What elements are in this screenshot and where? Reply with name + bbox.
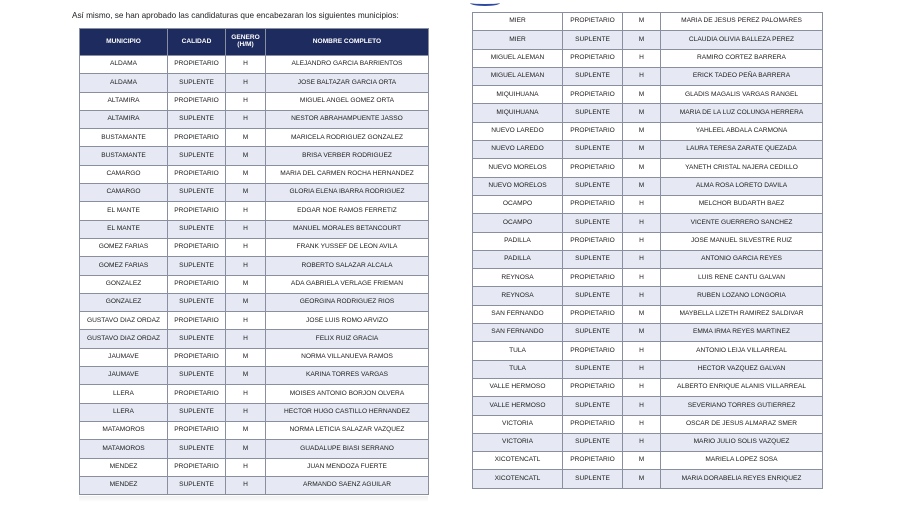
- cell-municipio: REYNOSA: [473, 287, 563, 305]
- table-row: [80, 403, 429, 421]
- cell-municipio: JAUMAVE: [80, 348, 168, 366]
- cell-nombre: MARIA DORABELIA REYES ENRIQUEZ: [661, 470, 823, 488]
- cell-nombre: SEVERIANO TORRES GUTIERREZ: [661, 397, 823, 415]
- cell-calidad: PROPIETARIO: [563, 415, 623, 433]
- table-row: [80, 202, 429, 220]
- cell-municipio: REYNOSA: [473, 269, 563, 287]
- cell-calidad: PROPIETARIO: [168, 275, 226, 293]
- table-row: [80, 238, 429, 256]
- cell-genero: M: [226, 129, 266, 147]
- cell-municipio: LLERA: [80, 385, 168, 403]
- table-row: [80, 275, 429, 293]
- table-row: [473, 13, 823, 31]
- cell-municipio: PADILLA: [473, 232, 563, 250]
- cell-nombre: JOSE LUIS ROMO ARVIZO: [266, 312, 429, 330]
- cell-genero: H: [226, 92, 266, 110]
- cell-nombre: LAURA TERESA ZARATE QUEZADA: [661, 141, 823, 159]
- candidates-table-left: [79, 28, 429, 495]
- cell-calidad: SUPLENTE: [168, 403, 226, 421]
- cell-genero: H: [226, 257, 266, 275]
- cell-nombre: JOSE MANUEL SILVESTRE RUIZ: [661, 232, 823, 250]
- cell-calidad: SUPLENTE: [563, 177, 623, 195]
- cell-calidad: PROPIETARIO: [563, 86, 623, 104]
- table-row: [473, 86, 823, 104]
- cell-calidad: SUPLENTE: [563, 433, 623, 451]
- cell-calidad: PROPIETARIO: [563, 305, 623, 323]
- cell-municipio: MENDEZ: [80, 476, 168, 494]
- table-row: [473, 67, 823, 85]
- cell-municipio: OCAMPO: [473, 195, 563, 213]
- cell-genero: M: [226, 367, 266, 385]
- cell-calidad: PROPIETARIO: [168, 458, 226, 476]
- cell-genero: M: [623, 324, 661, 342]
- cell-nombre: CLAUDIA OLIVIA BALLEZA PEREZ: [661, 31, 823, 49]
- table-row: [473, 31, 823, 49]
- table-row: [80, 348, 429, 366]
- cell-calidad: PROPIETARIO: [563, 378, 623, 396]
- cell-genero: M: [226, 165, 266, 183]
- cell-nombre: KARINA TORRES VARGAS: [266, 367, 429, 385]
- table-row: [473, 104, 823, 122]
- cell-nombre: GLADIS MAGALIS VARGAS RANGEL: [661, 86, 823, 104]
- cell-municipio: MENDEZ: [80, 458, 168, 476]
- cell-nombre: MIGUEL ANGEL GOMEZ ORTA: [266, 92, 429, 110]
- cell-nombre: RUBEN LOZANO LONGORIA: [661, 287, 823, 305]
- cell-municipio: SAN FERNANDO: [473, 324, 563, 342]
- cell-calidad: SUPLENTE: [563, 360, 623, 378]
- cell-municipio: MIQUIHUANA: [473, 86, 563, 104]
- table-row: [473, 452, 823, 470]
- cell-nombre: MARIA DEL CARMEN ROCHA HERNANDEZ: [266, 165, 429, 183]
- cell-municipio: PADILLA: [473, 250, 563, 268]
- table-row: [80, 56, 429, 74]
- cell-genero: M: [623, 470, 661, 488]
- cell-municipio: NUEVO MORELOS: [473, 159, 563, 177]
- table-row: [473, 177, 823, 195]
- cell-genero: M: [623, 104, 661, 122]
- cell-calidad: PROPIETARIO: [563, 232, 623, 250]
- cell-genero: H: [623, 269, 661, 287]
- cell-nombre: YANETH CRISTAL NAJERA CEDILLO: [661, 159, 823, 177]
- cell-municipio: NUEVO LAREDO: [473, 122, 563, 140]
- cell-genero: M: [623, 13, 661, 31]
- cell-municipio: ALTAMIRA: [80, 110, 168, 128]
- table-row: [473, 324, 823, 342]
- cell-genero: M: [623, 177, 661, 195]
- table-row: [80, 220, 429, 238]
- cell-municipio: MATAMOROS: [80, 440, 168, 458]
- cell-municipio: ALTAMIRA: [80, 92, 168, 110]
- cell-municipio: GOMEZ FARIAS: [80, 257, 168, 275]
- table-row: [473, 415, 823, 433]
- cell-calidad: PROPIETARIO: [168, 92, 226, 110]
- table-row: [473, 305, 823, 323]
- cell-genero: M: [623, 305, 661, 323]
- table-row: [80, 421, 429, 439]
- cell-nombre: BRISA VERBER RODRIGUEZ: [266, 147, 429, 165]
- cell-municipio: TULA: [473, 360, 563, 378]
- cell-calidad: PROPIETARIO: [168, 56, 226, 74]
- cell-municipio: MIGUEL ALEMAN: [473, 49, 563, 67]
- cell-genero: H: [623, 360, 661, 378]
- cell-municipio: XICOTENCATL: [473, 470, 563, 488]
- cell-genero: H: [226, 476, 266, 494]
- cell-genero: M: [226, 421, 266, 439]
- cell-calidad: SUPLENTE: [563, 470, 623, 488]
- cell-genero: H: [623, 342, 661, 360]
- cell-genero: H: [623, 232, 661, 250]
- cell-nombre: FELIX RUIZ GRACIA: [266, 330, 429, 348]
- cell-genero: H: [226, 202, 266, 220]
- table-row: [473, 195, 823, 213]
- cell-genero: H: [226, 403, 266, 421]
- cell-municipio: NUEVO MORELOS: [473, 177, 563, 195]
- cell-municipio: NUEVO LAREDO: [473, 141, 563, 159]
- cell-municipio: MATAMOROS: [80, 421, 168, 439]
- cell-nombre: MARIA DE JESUS PEREZ PALOMARES: [661, 13, 823, 31]
- cell-municipio: VICTORIA: [473, 433, 563, 451]
- cell-calidad: PROPIETARIO: [563, 195, 623, 213]
- cell-genero: M: [226, 293, 266, 311]
- cell-genero: H: [226, 312, 266, 330]
- candidates-table-right: [472, 12, 823, 489]
- cell-nombre: JUAN MENDOZA FUERTE: [266, 458, 429, 476]
- cell-calidad: PROPIETARIO: [168, 202, 226, 220]
- cell-nombre: GLORIA ELENA IBARRA RODRIGUEZ: [266, 184, 429, 202]
- cell-genero: H: [226, 220, 266, 238]
- cell-municipio: XICOTENCATL: [473, 452, 563, 470]
- cell-nombre: ALBERTO ENRIQUE ALANIS VILLARREAL: [661, 378, 823, 396]
- table-row: [473, 342, 823, 360]
- cell-genero: M: [623, 122, 661, 140]
- cell-municipio: GOMEZ FARIAS: [80, 238, 168, 256]
- cell-nombre: ROBERTO SALAZAR ALCALA: [266, 257, 429, 275]
- cell-calidad: PROPIETARIO: [168, 421, 226, 439]
- cell-calidad: SUPLENTE: [168, 147, 226, 165]
- cell-nombre: ARMANDO SAENZ AGUILAR: [266, 476, 429, 494]
- cell-calidad: SUPLENTE: [168, 367, 226, 385]
- table-row: [80, 74, 429, 92]
- cell-calidad: SUPLENTE: [563, 250, 623, 268]
- cell-calidad: PROPIETARIO: [563, 13, 623, 31]
- cell-calidad: SUPLENTE: [168, 110, 226, 128]
- cell-genero: H: [226, 56, 266, 74]
- cell-calidad: PROPIETARIO: [563, 159, 623, 177]
- table-row: [473, 433, 823, 451]
- cell-genero: M: [623, 159, 661, 177]
- cell-nombre: MANUEL MORALES BETANCOURT: [266, 220, 429, 238]
- cell-nombre: OSCAR DE JESUS ALMARAZ SMER: [661, 415, 823, 433]
- cell-genero: H: [226, 74, 266, 92]
- cell-genero: H: [226, 330, 266, 348]
- cell-municipio: MIER: [473, 31, 563, 49]
- cell-genero: H: [226, 110, 266, 128]
- cell-nombre: JOSE BALTAZAR GARCIA ORTA: [266, 74, 429, 92]
- cell-nombre: ANTONIO LEIJA VILLARREAL: [661, 342, 823, 360]
- cell-nombre: GUADALUPE BIASI SERRANO: [266, 440, 429, 458]
- cell-calidad: PROPIETARIO: [563, 342, 623, 360]
- table-row: [80, 458, 429, 476]
- header-municipio: MUNICIPIO: [80, 29, 168, 56]
- cell-calidad: PROPIETARIO: [563, 269, 623, 287]
- table-row: [80, 184, 429, 202]
- cell-genero: H: [623, 397, 661, 415]
- table-row: [80, 129, 429, 147]
- cell-calidad: PROPIETARIO: [168, 385, 226, 403]
- cell-calidad: PROPIETARIO: [168, 129, 226, 147]
- cell-calidad: SUPLENTE: [563, 397, 623, 415]
- cell-genero: H: [623, 214, 661, 232]
- cell-genero: M: [226, 348, 266, 366]
- table-row: [473, 214, 823, 232]
- cell-nombre: HECTOR VAZQUEZ GALVAN: [661, 360, 823, 378]
- table-row: [473, 49, 823, 67]
- cell-calidad: SUPLENTE: [168, 257, 226, 275]
- cell-municipio: SAN FERNANDO: [473, 305, 563, 323]
- cell-nombre: ADA GABRIELA VERLAGE FRIEMAN: [266, 275, 429, 293]
- cell-genero: H: [623, 433, 661, 451]
- cell-nombre: MARICELA RODRIGUEZ GONZALEZ: [266, 129, 429, 147]
- table-row: [80, 385, 429, 403]
- cell-municipio: TULA: [473, 342, 563, 360]
- cell-genero: H: [623, 378, 661, 396]
- table-row: [473, 141, 823, 159]
- header-nombre: NOMBRE COMPLETO: [266, 29, 429, 56]
- cell-municipio: LLERA: [80, 403, 168, 421]
- cell-calidad: SUPLENTE: [168, 184, 226, 202]
- table-row: [473, 159, 823, 177]
- cell-nombre: GEORGINA RODRIGUEZ RIOS: [266, 293, 429, 311]
- cell-nombre: ALMA ROSA LORETO DAVILA: [661, 177, 823, 195]
- cell-calidad: PROPIETARIO: [168, 348, 226, 366]
- cell-nombre: ANTONIO GARCIA REYES: [661, 250, 823, 268]
- cell-municipio: MIGUEL ALEMAN: [473, 67, 563, 85]
- cell-municipio: OCAMPO: [473, 214, 563, 232]
- cell-calidad: SUPLENTE: [168, 476, 226, 494]
- cell-genero: M: [623, 452, 661, 470]
- cell-municipio: MIER: [473, 13, 563, 31]
- cell-nombre: MELCHOR BUDARTH BAEZ: [661, 195, 823, 213]
- table-row: [473, 232, 823, 250]
- cell-genero: H: [226, 238, 266, 256]
- table-row: [80, 165, 429, 183]
- cell-nombre: NORMA LETICIA SALAZAR VAZQUEZ: [266, 421, 429, 439]
- cell-calidad: SUPLENTE: [563, 31, 623, 49]
- cell-municipio: BUSTAMANTE: [80, 147, 168, 165]
- table-row: [473, 122, 823, 140]
- cell-nombre: FRANK YUSSEF DE LEON AVILA: [266, 238, 429, 256]
- cell-municipio: VALLE HERMOSO: [473, 378, 563, 396]
- cell-calidad: SUPLENTE: [168, 220, 226, 238]
- cell-genero: H: [226, 458, 266, 476]
- table-row: [80, 92, 429, 110]
- cell-calidad: SUPLENTE: [168, 74, 226, 92]
- cell-nombre: MARIELA LOPEZ SOSA: [661, 452, 823, 470]
- cell-genero: M: [226, 440, 266, 458]
- cell-calidad: SUPLENTE: [168, 440, 226, 458]
- cell-genero: H: [226, 385, 266, 403]
- cell-genero: M: [226, 147, 266, 165]
- table-row: [80, 293, 429, 311]
- table-row: [80, 257, 429, 275]
- cell-genero: H: [623, 287, 661, 305]
- cell-calidad: SUPLENTE: [563, 324, 623, 342]
- table-row: [473, 397, 823, 415]
- cell-nombre: VICENTE GUERRERO SANCHEZ: [661, 214, 823, 232]
- table-row: [473, 360, 823, 378]
- cell-genero: H: [623, 49, 661, 67]
- cell-nombre: YAHLEEL ABDALA CARMONA: [661, 122, 823, 140]
- cell-nombre: EDGAR NOE RAMOS FERRETIZ: [266, 202, 429, 220]
- cell-calidad: PROPIETARIO: [563, 452, 623, 470]
- cell-nombre: MARIA DE LA LUZ COLUNGA HERRERA: [661, 104, 823, 122]
- cell-municipio: GONZALEZ: [80, 293, 168, 311]
- header-calidad: CALIDAD: [168, 29, 226, 56]
- table-row: [80, 440, 429, 458]
- cell-municipio: EL MANTE: [80, 202, 168, 220]
- table-row: [80, 476, 429, 494]
- cell-calidad: PROPIETARIO: [563, 122, 623, 140]
- cell-municipio: GUSTAVO DIAZ ORDAZ: [80, 330, 168, 348]
- cell-calidad: PROPIETARIO: [563, 49, 623, 67]
- cell-municipio: VALLE HERMOSO: [473, 397, 563, 415]
- cell-nombre: RAMIRO CORTEZ BARRERA: [661, 49, 823, 67]
- cell-nombre: MOISES ANTONIO BORJON OLVERA: [266, 385, 429, 403]
- cell-nombre: MARIO JULIO SOLIS VAZQUEZ: [661, 433, 823, 451]
- table-row: [80, 312, 429, 330]
- table-row: [473, 250, 823, 268]
- cell-calidad: PROPIETARIO: [168, 165, 226, 183]
- cell-genero: M: [623, 86, 661, 104]
- cell-genero: M: [623, 31, 661, 49]
- cell-municipio: BUSTAMANTE: [80, 129, 168, 147]
- cell-nombre: EMMA IRMA REYES MARTINEZ: [661, 324, 823, 342]
- cell-municipio: JAUMAVE: [80, 367, 168, 385]
- cell-calidad: SUPLENTE: [563, 141, 623, 159]
- table-row: [80, 330, 429, 348]
- decorative-arc: [470, 0, 500, 6]
- cell-nombre: MAYBELLA LIZETH RAMIREZ SALDIVAR: [661, 305, 823, 323]
- cell-genero: H: [623, 195, 661, 213]
- table-header-row: [80, 29, 429, 56]
- cell-municipio: EL MANTE: [80, 220, 168, 238]
- table-row: [473, 287, 823, 305]
- cell-genero: M: [226, 184, 266, 202]
- cell-calidad: SUPLENTE: [168, 293, 226, 311]
- cell-calidad: PROPIETARIO: [168, 312, 226, 330]
- cell-calidad: SUPLENTE: [563, 67, 623, 85]
- table-row: [80, 367, 429, 385]
- cell-calidad: SUPLENTE: [563, 287, 623, 305]
- page-footer-fade: [79, 496, 428, 502]
- cell-municipio: ALDAMA: [80, 56, 168, 74]
- cell-genero: H: [623, 250, 661, 268]
- table-row: [80, 147, 429, 165]
- cell-nombre: LUIS RENE CANTU GALVAN: [661, 269, 823, 287]
- cell-genero: M: [226, 275, 266, 293]
- cell-municipio: VICTORIA: [473, 415, 563, 433]
- cell-calidad: SUPLENTE: [563, 104, 623, 122]
- cell-genero: H: [623, 67, 661, 85]
- cell-nombre: HECTOR HUGO CASTILLO HERNANDEZ: [266, 403, 429, 421]
- cell-municipio: CAMARGO: [80, 184, 168, 202]
- cell-nombre: NORMA VILLANUEVA RAMOS: [266, 348, 429, 366]
- cell-calidad: SUPLENTE: [168, 330, 226, 348]
- cell-municipio: CAMARGO: [80, 165, 168, 183]
- intro-text: Así mismo, se han aprobado las candidaturas que encabezaran los siguientes municipios:: [72, 11, 399, 20]
- cell-municipio: GUSTAVO DIAZ ORDAZ: [80, 312, 168, 330]
- cell-nombre: ALEJANDRO GARCIA BARRIENTOS: [266, 56, 429, 74]
- table-row: [80, 110, 429, 128]
- cell-calidad: PROPIETARIO: [168, 238, 226, 256]
- cell-nombre: NESTOR ABRAHAMPUENTE JASSO: [266, 110, 429, 128]
- cell-calidad: SUPLENTE: [563, 214, 623, 232]
- table-row: [473, 269, 823, 287]
- cell-municipio: GONZALEZ: [80, 275, 168, 293]
- cell-municipio: ALDAMA: [80, 74, 168, 92]
- table-row: [473, 470, 823, 488]
- table-row: [473, 378, 823, 396]
- cell-nombre: ERICK TADEO PEÑA BARRERA: [661, 67, 823, 85]
- cell-genero: M: [623, 141, 661, 159]
- header-genero: GENERO (H/M): [226, 29, 266, 56]
- cell-municipio: MIQUIHUANA: [473, 104, 563, 122]
- cell-genero: H: [623, 415, 661, 433]
